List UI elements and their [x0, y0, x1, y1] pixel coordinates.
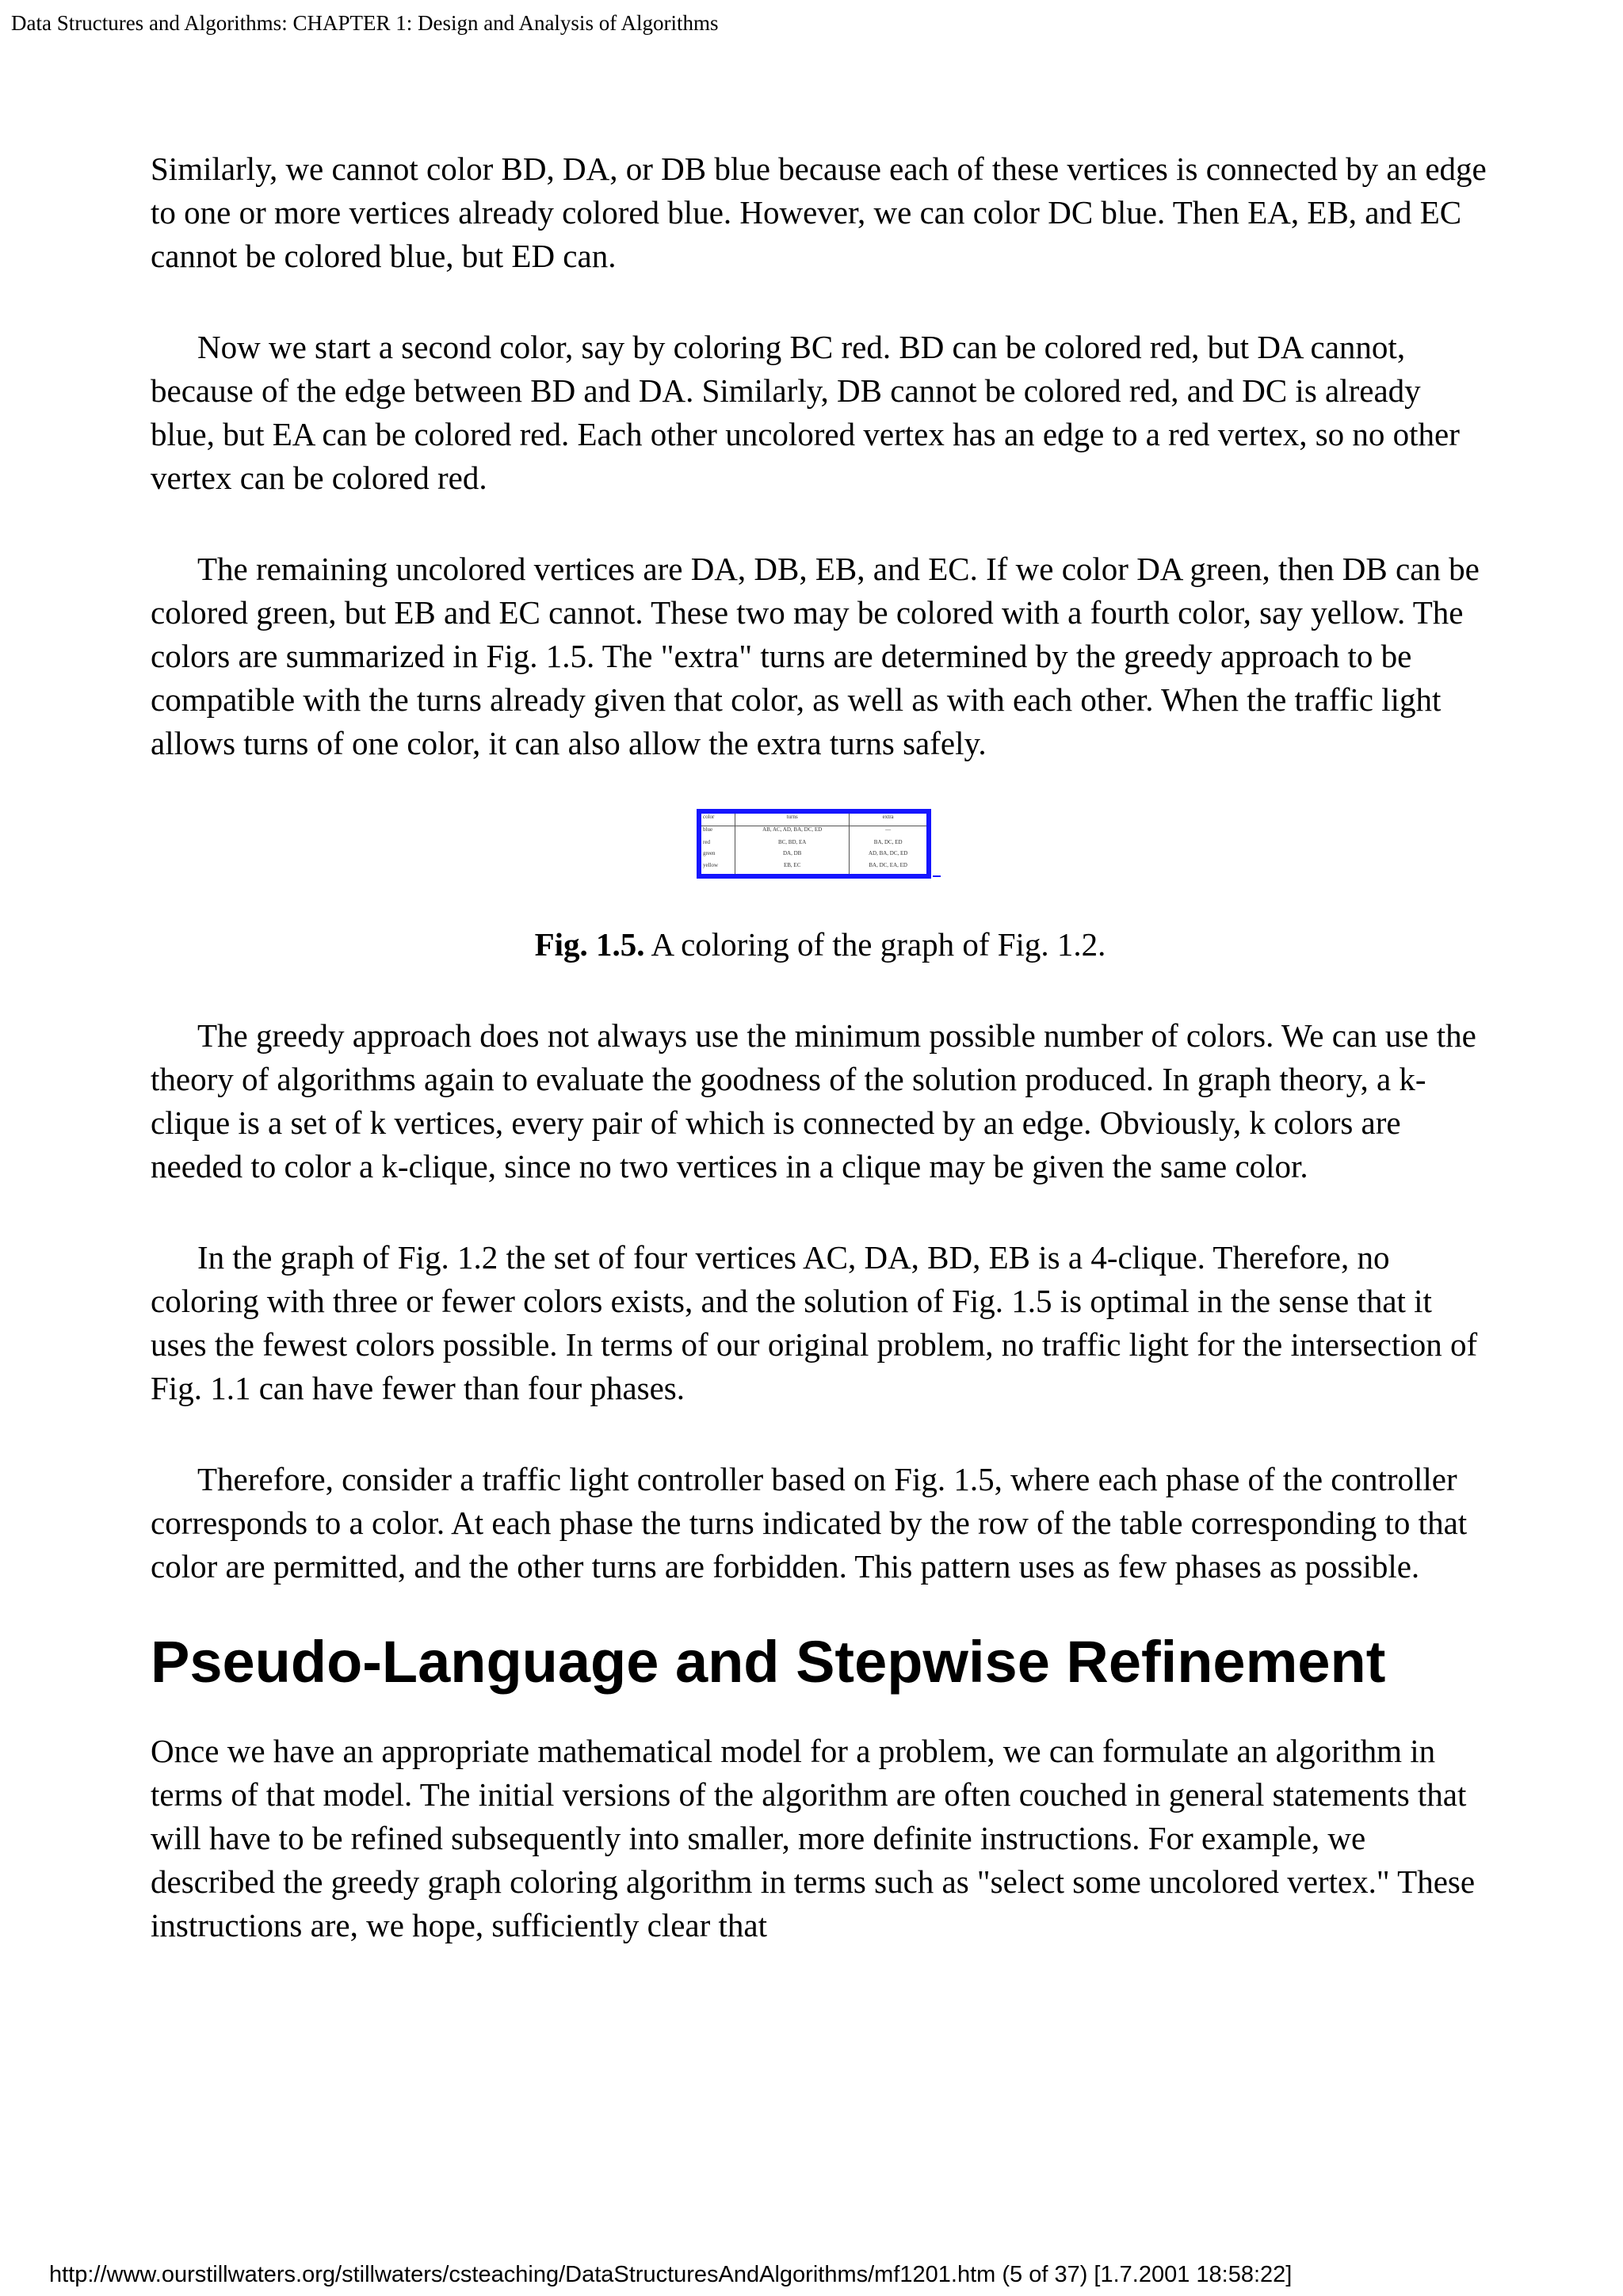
paragraph-6: Therefore, consider a traffic light controller based on Fig. 1.5, where each phase of the controller corresponds to a color. At each phase the turns indicated by the row of the table corresponding to that color are permitted, and the other turns are forbidden. This pattern uses as few phases as possible.: [151, 1461, 1468, 1585]
table-row: [701, 826, 926, 839]
table-cell: blue: [701, 826, 735, 839]
table-cell: DA, DB: [735, 850, 850, 862]
figure-link-underline[interactable]: [933, 875, 941, 877]
table-row: [701, 862, 926, 874]
table-row: [701, 850, 926, 862]
table-cell: BC, BD, EA: [735, 839, 850, 851]
table-cell: BA, DC, ED: [873, 838, 903, 845]
table-cell: green: [701, 850, 735, 862]
table-cell: EB, EC: [735, 862, 850, 874]
section-paragraph: Once we have an appropriate mathematical model for a problem, we can formulate an algorithm in terms of that model. The initial versions of the algorithm are often couched in general statements that will have to be refined subsequently into smaller, more definite instructions. For example, we described the greedy graph coloring algorithm in terms such as "select some uncolored vertex." These instructions are, we hope, sufficiently clear that: [151, 1733, 1476, 1943]
table-cell: —: [885, 826, 892, 833]
table-header-turns: turns: [735, 814, 850, 826]
table-row: [701, 839, 926, 851]
table-header-color: color: [701, 814, 735, 826]
section-heading: Pseudo-Language and Stepwise Refinement: [151, 1629, 1386, 1695]
figure-caption: [151, 923, 1490, 967]
paragraph-3: The remaining uncolored vertices are DA, DB, EB, and EC. If we color DA green, then DB can be colored green, but EB and EC cannot. These two may be colored with a fourth color, say yellow. The colors are summarized in Fig. 1.5. The "extra" turns are determined by the greedy approach to be compatible with the turns already given that color, as well as with each other. When the traffic light allows turns of one color, it can also allow the extra turns safely.: [151, 551, 1480, 761]
table-cell: yellow: [701, 862, 735, 874]
figure-image-link[interactable]: [697, 809, 931, 879]
table-cell: AD, BA, DC, ED: [868, 850, 908, 857]
table-cell: AB, AC, AD, BA, DC, ED: [735, 826, 850, 839]
document-body: [151, 147, 1490, 1995]
table-cell: BA, DC, EA, ED: [869, 862, 907, 869]
paragraph-1: Similarly, we cannot color BD, DA, or DB blue because each of these vertices is connected by an edge to one or more vertices already colored blue. However, we can color DC blue. Then EA, EB, and EC cannot be colored blue, but ED can.: [151, 151, 1487, 274]
figure-caption-label: Fig. 1.5.: [534, 926, 645, 963]
table-header-extra: extra: [850, 814, 926, 826]
figure-caption-text: A coloring of the graph of Fig. 1.2.: [651, 926, 1106, 963]
figure-container: [151, 809, 1490, 890]
page-footer-url: http://www.ourstillwaters.org/stillwaters/csteaching/DataStructuresAndAlgorithms/mf1201.htm (5 of 37) [1.7.2001 18:58:22]: [49, 2262, 1293, 2287]
paragraph-2: Now we start a second color, say by coloring BC red. BD can be colored red, but DA cannot, because of the edge between BD and DA. Similarly, DB cannot be colored red, and DC is already blue, but EA can be colored red. Each other uncolored vertex has an edge to a red vertex, so no other vertex can be colored red.: [151, 329, 1460, 496]
coloring-table: [701, 814, 926, 874]
page-header: Data Structures and Algorithms: CHAPTER 1: Design and Analysis of Algorithms: [11, 11, 719, 35]
paragraph-4: The greedy approach does not always use the minimum possible number of colors. We can use the theory of algorithms again to evaluate the goodness of the solution produced. In graph theory, a k-clique is a set of k vertices, every pair of which is connected by an edge. Obviously, k colors are needed to color a k-clique, since no two vertices in a clique may be given the same color.: [151, 1017, 1476, 1184]
table-cell: red: [701, 839, 735, 851]
paragraph-5: In the graph of Fig. 1.2 the set of four vertices AC, DA, BD, EB is a 4-clique. Therefore, no coloring with three or fewer colors exists, and the solution of Fig. 1.5 is optimal in the sense that it uses the fewest colors possible. In terms of our original problem, no traffic light for the intersection of Fig. 1.1 can have fewer than four phases.: [151, 1239, 1478, 1406]
